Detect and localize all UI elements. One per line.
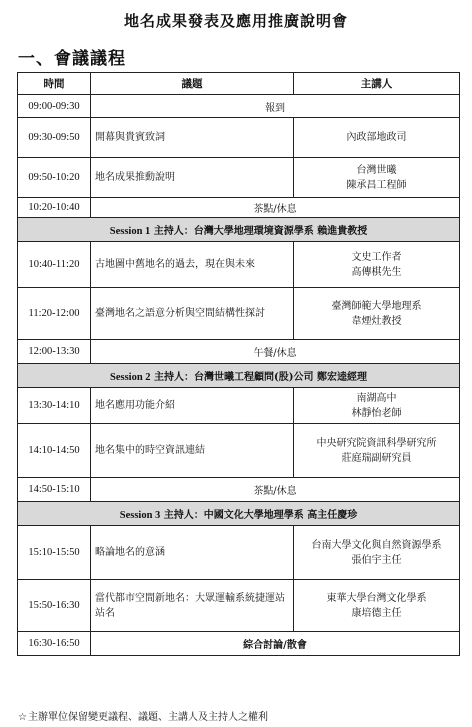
time-cell: 15:50-16:30 <box>18 580 91 632</box>
time-cell: 10:40-11:20 <box>18 242 91 288</box>
speaker-affiliation: 中央研究院資訊科學研究所 <box>316 437 437 449</box>
time-column-header: 時間 <box>18 73 91 95</box>
speaker-cell <box>294 158 460 198</box>
time-cell: 09:50-10:20 <box>18 158 91 198</box>
star-outline-icon: ☆ <box>18 712 27 723</box>
agenda-row <box>18 424 460 478</box>
speaker-affiliation: 台灣世曦 <box>356 164 397 176</box>
agenda-table <box>17 72 460 656</box>
agenda-row <box>18 242 460 288</box>
session-moderator: 主持人：台灣世曦工程顧問(股)公司 鄭宏逵經理 <box>154 372 367 383</box>
topic-cell: 當代都市空間新地名：大眾運輸系統捷運站站名 <box>91 580 294 632</box>
time-cell: 10:20-10:40 <box>18 198 91 218</box>
break-row <box>18 632 460 656</box>
agenda-body <box>18 95 460 656</box>
speaker-name: 陳承昌工程師 <box>346 179 407 191</box>
agenda-header-row <box>18 73 460 95</box>
speaker-name: 高傳棋先生 <box>351 266 402 278</box>
break-cell: 午餐/休息 <box>91 340 460 364</box>
topic-cell: 開幕與貴賓致詞 <box>91 118 294 158</box>
time-cell: 11:20-12:00 <box>18 288 91 340</box>
speaker-affiliation: 文史工作者 <box>351 251 402 263</box>
agenda-row <box>18 288 460 340</box>
session-cell <box>18 364 460 388</box>
speaker-cell <box>294 424 460 478</box>
speaker-cell <box>294 526 460 580</box>
document-title: 地名成果發表及應用推廣說明會 <box>123 12 348 30</box>
speaker-cell <box>294 118 460 158</box>
time-cell: 14:50-15:10 <box>18 478 91 502</box>
time-cell: 16:30-16:50 <box>18 632 91 656</box>
session-row <box>18 502 460 526</box>
break-row <box>18 198 460 218</box>
topic-column-header: 議題 <box>91 73 294 95</box>
speaker-affiliation: 東華大學台灣文化學系 <box>326 592 427 604</box>
time-cell: 09:00-09:30 <box>18 95 91 118</box>
time-cell: 09:30-09:50 <box>18 118 91 158</box>
session-label: Session 2 <box>110 372 151 383</box>
session-row <box>18 364 460 388</box>
speaker-cell <box>294 242 460 288</box>
session-label: Session 1 <box>109 226 151 237</box>
break-cell: 報到 <box>91 95 460 118</box>
session-moderator: 主持人：台灣大學地理環境資源學系 賴進貴教授 <box>153 226 368 237</box>
footnote <box>18 708 268 723</box>
speaker-name: 莊庭瑞副研究員 <box>341 452 412 464</box>
speaker-cell <box>294 388 460 424</box>
session-row <box>18 218 460 242</box>
agenda-row <box>18 158 460 198</box>
speaker-affiliation: 南湖高中 <box>356 392 397 404</box>
session-cell <box>18 502 460 526</box>
break-row <box>18 478 460 502</box>
speaker-affiliation: 台南大學文化與自然資源學系 <box>311 539 442 551</box>
speaker-cell <box>294 288 460 340</box>
time-cell: 15:10-15:50 <box>18 526 91 580</box>
speaker-name: 林靜怡老師 <box>351 407 402 419</box>
break-row <box>18 340 460 364</box>
time-cell: 13:30-14:10 <box>18 388 91 424</box>
break-row <box>18 95 460 118</box>
session-cell <box>18 218 460 242</box>
speaker-cell <box>294 580 460 632</box>
agenda-row <box>18 580 460 632</box>
footnote-text: 主辦單位保留變更議程、議題、主講人及主持人之權利 <box>27 712 268 723</box>
speaker-name: 韋煙灶教授 <box>351 315 402 327</box>
topic-cell: 臺灣地名之語意分析與空間結構性探討 <box>91 288 294 340</box>
topic-cell: 地名集中的時空資訊連結 <box>91 424 294 478</box>
closing-cell: 綜合討論/散會 <box>91 632 460 656</box>
break-cell: 茶點/休息 <box>91 198 460 218</box>
break-cell: 茶點/休息 <box>91 478 460 502</box>
speaker-name: 張伯宇主任 <box>351 554 402 566</box>
agenda-row <box>18 388 460 424</box>
speaker-name: 康培德主任 <box>351 607 402 619</box>
time-cell: 12:00-13:30 <box>18 340 91 364</box>
agenda-row <box>18 118 460 158</box>
speaker-column-header: 主講人 <box>294 73 460 95</box>
section-heading: 一、會議議程 <box>18 49 126 69</box>
topic-cell: 地名應用功能介紹 <box>91 388 294 424</box>
topic-cell: 古地圖中舊地名的過去，現在與未來 <box>91 242 294 288</box>
session-label: Session 3 <box>119 510 161 521</box>
time-cell: 14:10-14:50 <box>18 424 91 478</box>
topic-cell: 地名成果推動說明 <box>91 158 294 198</box>
session-moderator: 主持人：中國文化大學地理學系 高主任慶珍 <box>163 510 358 521</box>
speaker-name: 內政部地政司 <box>346 132 407 143</box>
topic-cell: 略論地名的意涵 <box>91 526 294 580</box>
speaker-affiliation: 臺灣師範大學地理系 <box>331 300 422 312</box>
agenda-row <box>18 526 460 580</box>
